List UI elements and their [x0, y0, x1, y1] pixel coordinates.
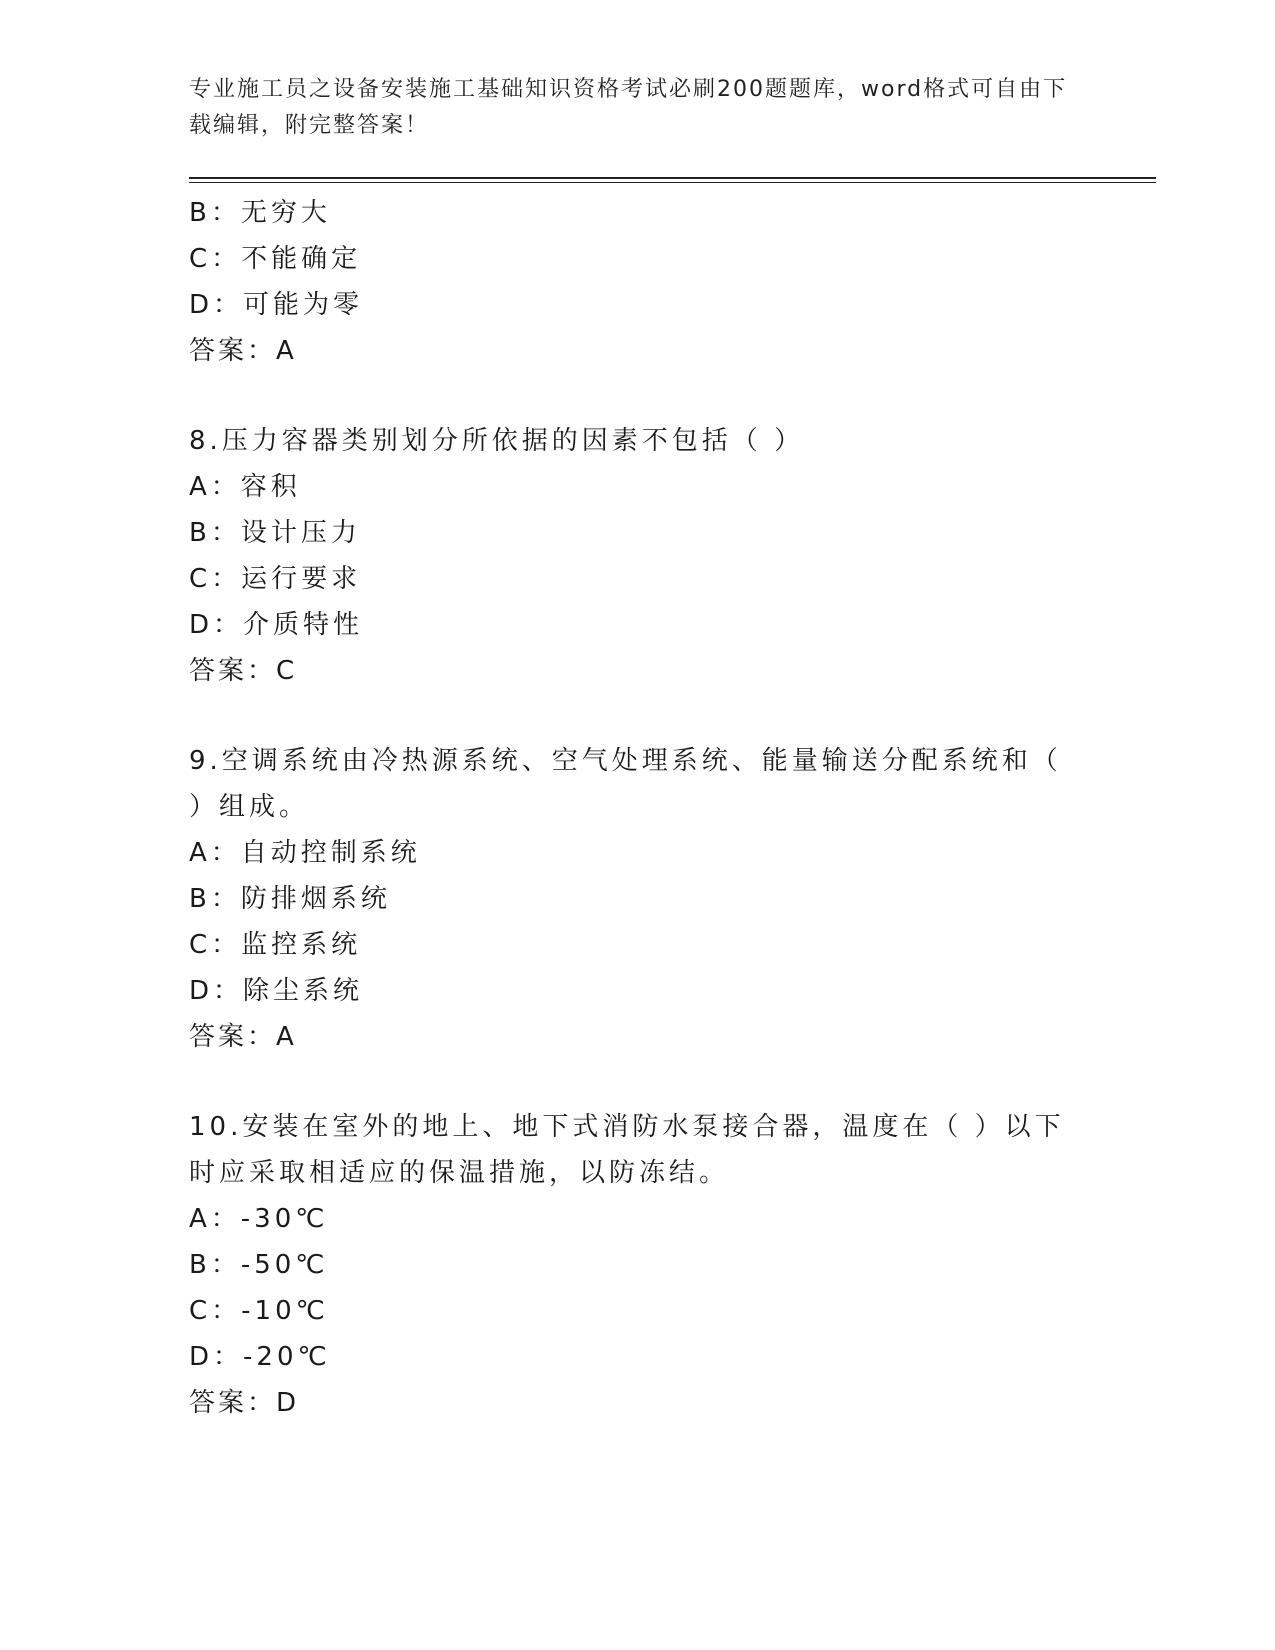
question-list [189, 190, 1069, 1426]
option-a: A：自动控制系统 [189, 838, 421, 868]
option-c: C：不能确定 [189, 244, 362, 274]
option-c: C：运行要求 [189, 564, 362, 594]
question-10 [189, 1104, 1069, 1426]
option-a: A：-30℃ [189, 1204, 329, 1234]
answer-line: 答案：A [189, 1022, 297, 1052]
question-8 [189, 418, 1069, 694]
question-7-continued [189, 190, 1069, 374]
question-9 [189, 738, 1069, 1060]
answer-line: 答案：C [189, 656, 298, 686]
option-c: C：监控系统 [189, 930, 362, 960]
question-stem: 10.安装在室外的地上、地下式消防水泵接合器，温度在（ ）以下时应采取相适应的保温措施，以防冻结。 [189, 1112, 1065, 1188]
header-divider-thick [189, 177, 1156, 179]
option-b: B：-50℃ [189, 1250, 329, 1280]
question-stem: 8.压力容器类别划分所依据的因素不包括（ ） [189, 426, 805, 456]
question-stem: 9.空调系统由冷热源系统、空气处理系统、能量输送分配系统和（ ）组成。 [189, 746, 1062, 822]
option-b: B：防排烟系统 [189, 884, 391, 914]
spacer [189, 694, 1069, 738]
spacer [189, 374, 1069, 418]
header-divider-thin [189, 182, 1156, 183]
option-d: D：可能为零 [189, 290, 364, 320]
answer-line: 答案：D [189, 1388, 300, 1418]
answer-line: 答案：A [189, 336, 297, 366]
option-d: D：-20℃ [189, 1342, 331, 1372]
option-b: B：设计压力 [189, 518, 361, 548]
option-b: B：无穷大 [189, 198, 331, 228]
option-d: D：除尘系统 [189, 976, 364, 1006]
option-a: A：容积 [189, 472, 301, 502]
option-d: D：介质特性 [189, 610, 364, 640]
document-header: 专业施工员之设备安装施工基础知识资格考试必刷200题题库，word格式可自由下载编辑，附完整答案！ [189, 77, 1068, 138]
spacer [189, 1060, 1069, 1104]
option-c: C：-10℃ [189, 1296, 329, 1326]
